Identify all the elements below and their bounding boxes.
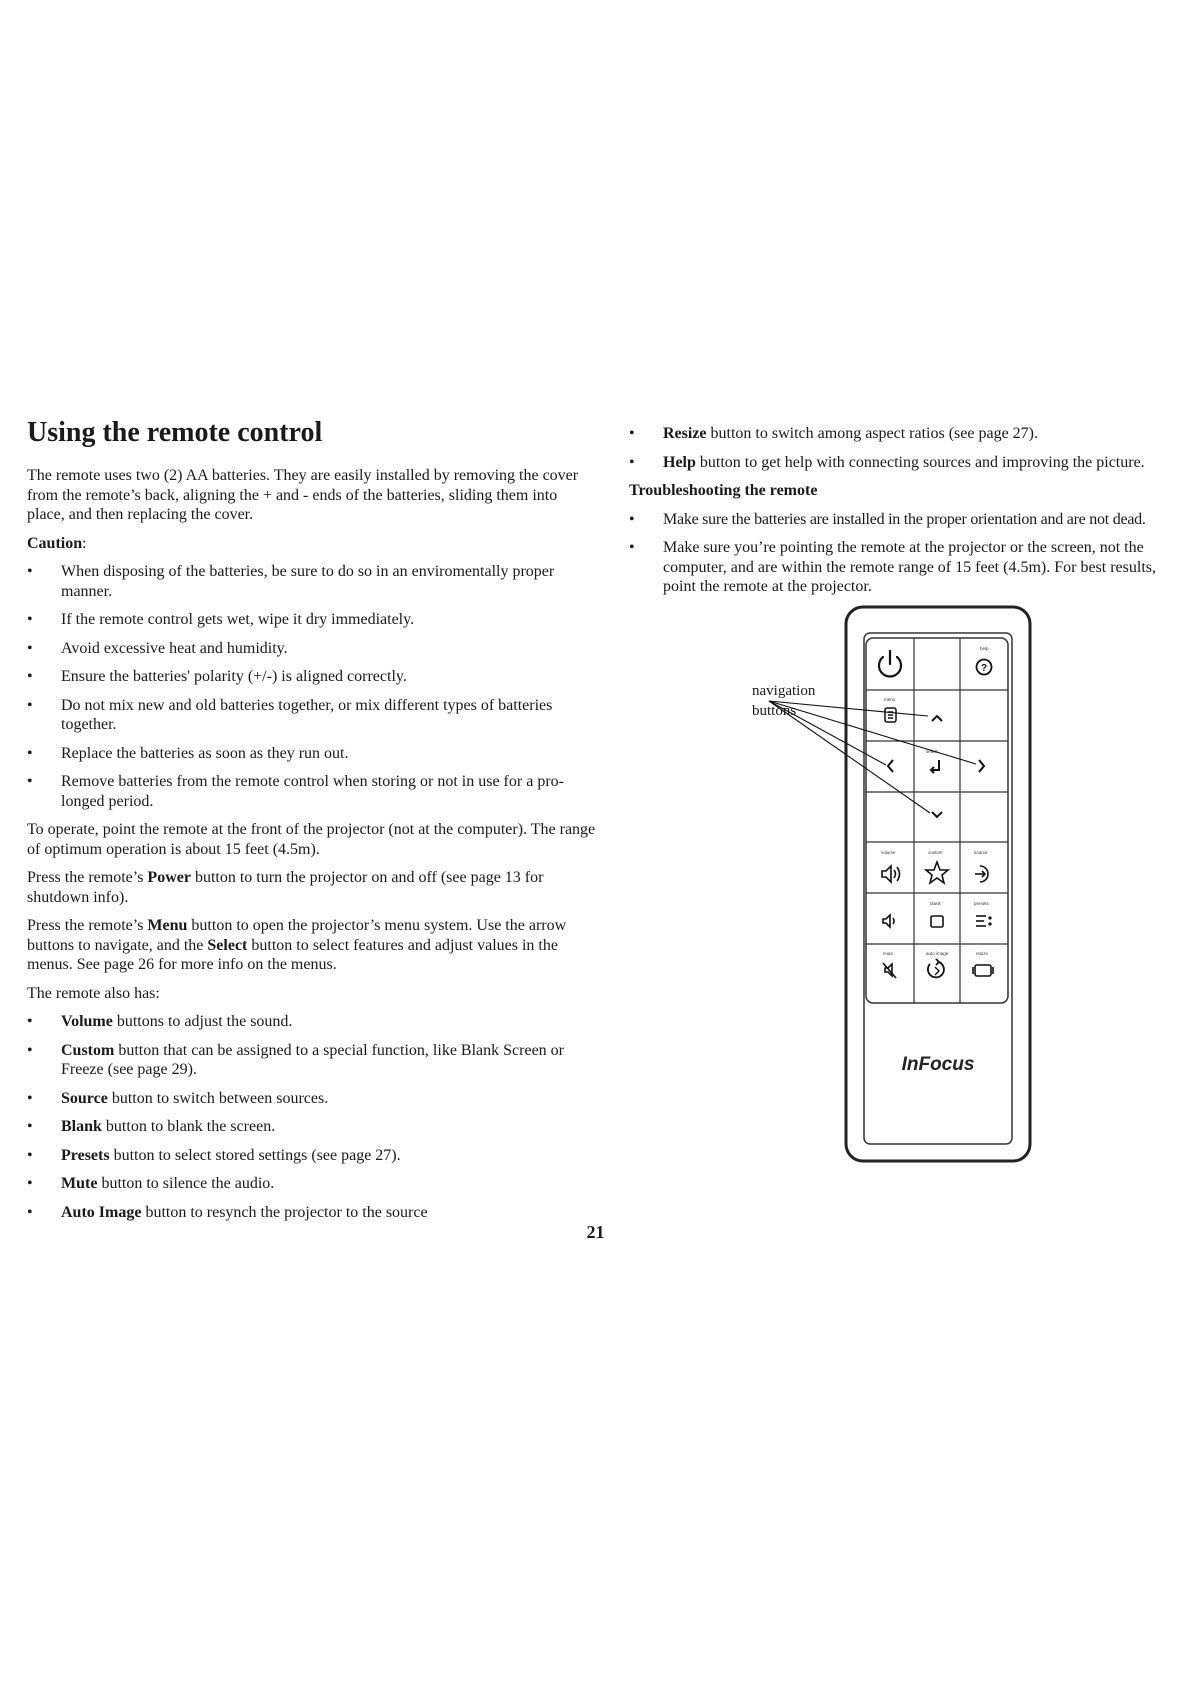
presets-label: presets — [974, 901, 989, 906]
navigation-callout: navigation buttons — [752, 683, 816, 719]
intro-paragraph: The remote uses two (2) AA batteries. They are easily installed by removing the cover from the remote’s back, aligning the + and - ends of the batteries, sliding them into place, and then replacing the cover. — [27, 467, 579, 523]
caution-item: • Ensure the batteries' polarity (+/-) is aligned correctly. — [27, 668, 407, 685]
caution-item: • Avoid excessive heat and humidity. — [27, 639, 288, 657]
caution-item: • When disposing of the batteries, be sure to do so in an enviromentally proper manner. — [27, 563, 555, 600]
menu-label: menu — [884, 697, 896, 702]
mute-label: mute — [883, 951, 894, 956]
feature-item: • Presets button to select stored settings (see page 27). — [27, 1146, 401, 1164]
feature-item: • Resize button to switch among aspect ratios (see page 27). — [629, 425, 1038, 442]
also-has-paragraph: The remote also has: — [27, 984, 160, 1002]
power-paragraph: Press the remote’s Power button to turn the projector on and off (see page 13 for shutdown info). — [27, 869, 544, 906]
operate-paragraph: To operate, point the remote at the front of the projector (not at the computer). The range of optimum operation is about 15 feet (4.5m). — [27, 821, 596, 858]
blank-label: blank — [930, 901, 941, 906]
auto-image-label: auto image — [926, 951, 949, 956]
resize-label: resize — [976, 951, 989, 956]
caution-label: Caution — [27, 534, 83, 552]
troubleshoot-item: • Make sure the batteries are installed in the proper orientation and are not dead. — [629, 510, 1146, 528]
caution-item: • Remove batteries from the remote control when storing or not in use for a pro-longed period. — [27, 773, 564, 810]
volume-label: volume — [881, 850, 896, 855]
caution-item: • Do not mix new and old batteries together, or mix different types of batteries together. — [27, 696, 553, 733]
caution-item: • Replace the batteries as soon as they run out. — [27, 744, 349, 762]
select-label: select — [926, 749, 938, 754]
feature-item: • Help button to get help with connecting sources and improving the picture. — [629, 453, 1145, 471]
caution-heading: Caution: — [27, 534, 87, 552]
feature-item: • Volume buttons to adjust the sound. — [27, 1013, 293, 1030]
page-title: Using the remote control — [27, 417, 323, 448]
feature-item: • Mute button to silence the audio. — [27, 1175, 275, 1192]
feature-item: • Custom button that can be assigned to a special function, like Blank Screen or Freeze (see page 29). — [27, 1041, 564, 1078]
troubleshoot-item: • Make sure you’re pointing the remote at the projector or the screen, not the computer, and are within the remote range of 15 feet (4.5m). For best results, point the remote at the projector. — [629, 539, 1156, 595]
infocus-logo: InFocus — [901, 1054, 975, 1075]
troubleshoot-heading: Troubleshooting the remote — [629, 482, 818, 499]
source-label: source — [974, 850, 988, 855]
feature-item: • Auto Image button to resynch the projector to the source — [27, 1203, 428, 1221]
feature-item: • Source button to switch between sources. — [27, 1089, 329, 1107]
menu-paragraph: Press the remote’s Menu button to open the projector’s menu system. Use the arrow buttons to navigate, and the Select button to select features and adjust values in the menus. See page 26 for more info on the menus. — [27, 917, 567, 973]
help-label: help — [980, 646, 989, 651]
right-column — [629, 424, 1189, 606]
remote-control-illustration — [740, 600, 1040, 1170]
caution-item: • If the remote control gets wet, wipe it dry immediately. — [27, 611, 415, 628]
left-column — [27, 466, 597, 1231]
page-number: 21 — [586, 1222, 605, 1242]
feature-item: • Blank button to blank the screen. — [27, 1118, 276, 1135]
svg-text:?: ? — [980, 663, 988, 674]
keypad — [866, 638, 1008, 1003]
custom-label: custom — [928, 850, 943, 855]
